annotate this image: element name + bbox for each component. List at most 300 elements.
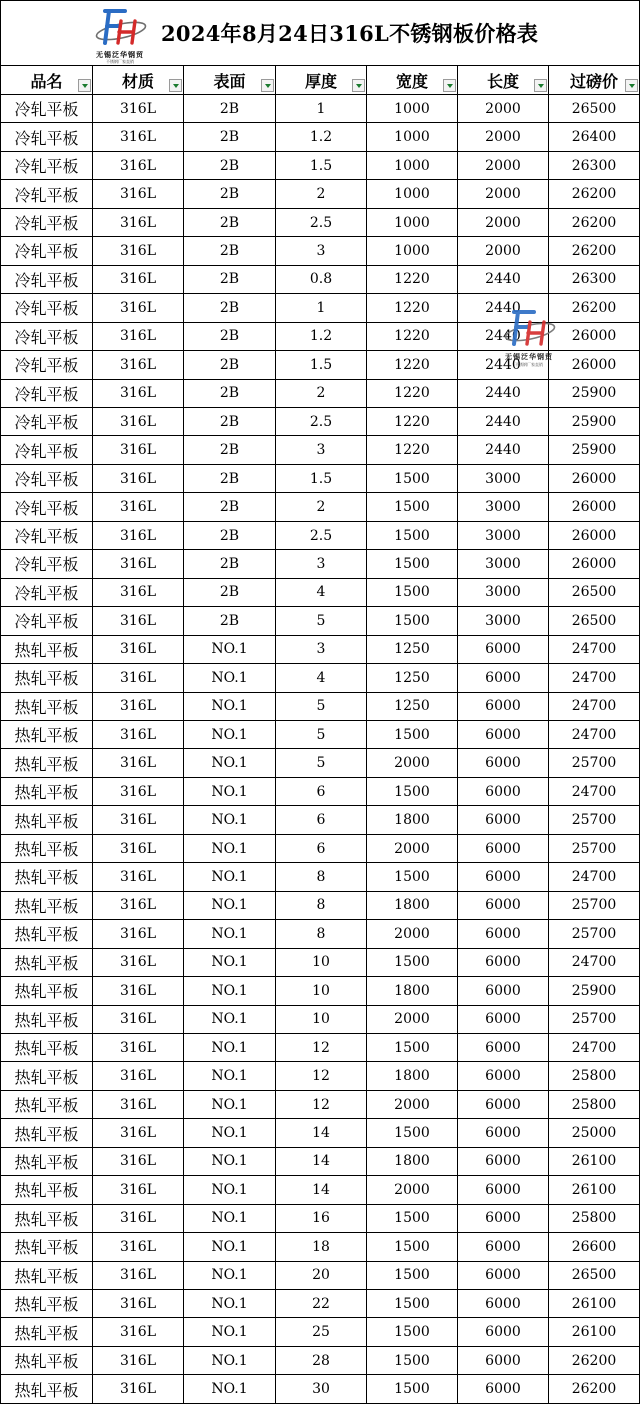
cell-width[interactable]: 1800 bbox=[367, 1062, 458, 1090]
cell-material[interactable]: 316L bbox=[93, 550, 184, 578]
cell-surface[interactable]: NO.1 bbox=[184, 692, 276, 720]
cell-name[interactable]: 冷轧平板 bbox=[1, 521, 93, 549]
cell-material[interactable]: 316L bbox=[93, 123, 184, 151]
cell-price[interactable]: 26100 bbox=[549, 1176, 640, 1204]
cell-length[interactable]: 6000 bbox=[458, 948, 549, 976]
cell-price[interactable]: 24700 bbox=[549, 1033, 640, 1061]
cell-thickness[interactable]: 18 bbox=[276, 1233, 367, 1261]
cell-name[interactable]: 热轧平板 bbox=[1, 891, 93, 919]
cell-surface[interactable]: NO.1 bbox=[184, 1147, 276, 1175]
cell-name[interactable]: 冷轧平板 bbox=[1, 607, 93, 635]
cell-surface[interactable]: 2B bbox=[184, 407, 276, 435]
cell-name[interactable]: 热轧平板 bbox=[1, 1290, 93, 1318]
cell-material[interactable]: 316L bbox=[93, 1233, 184, 1261]
cell-surface[interactable]: NO.1 bbox=[184, 863, 276, 891]
cell-thickness[interactable]: 14 bbox=[276, 1147, 367, 1175]
cell-name[interactable]: 热轧平板 bbox=[1, 1062, 93, 1090]
cell-name[interactable]: 冷轧平板 bbox=[1, 123, 93, 151]
filter-dropdown-icon[interactable] bbox=[169, 79, 182, 92]
cell-length[interactable]: 2440 bbox=[458, 265, 549, 293]
cell-name[interactable]: 热轧平板 bbox=[1, 1119, 93, 1147]
cell-surface[interactable]: 2B bbox=[184, 493, 276, 521]
cell-name[interactable]: 热轧平板 bbox=[1, 1176, 93, 1204]
cell-surface[interactable]: NO.1 bbox=[184, 1033, 276, 1061]
cell-name[interactable]: 冷轧平板 bbox=[1, 265, 93, 293]
cell-name[interactable]: 热轧平板 bbox=[1, 1005, 93, 1033]
cell-surface[interactable]: NO.1 bbox=[184, 1290, 276, 1318]
cell-length[interactable]: 6000 bbox=[458, 1375, 549, 1403]
cell-length[interactable]: 6000 bbox=[458, 1005, 549, 1033]
cell-material[interactable]: 316L bbox=[93, 834, 184, 862]
cell-width[interactable]: 2000 bbox=[367, 749, 458, 777]
cell-name[interactable]: 热轧平板 bbox=[1, 1346, 93, 1374]
cell-width[interactable]: 1220 bbox=[367, 379, 458, 407]
cell-price[interactable]: 26500 bbox=[549, 95, 640, 123]
cell-surface[interactable]: NO.1 bbox=[184, 777, 276, 805]
cell-name[interactable]: 热轧平板 bbox=[1, 777, 93, 805]
cell-surface[interactable]: NO.1 bbox=[184, 1233, 276, 1261]
cell-thickness[interactable]: 3 bbox=[276, 436, 367, 464]
cell-thickness[interactable]: 8 bbox=[276, 920, 367, 948]
cell-name[interactable]: 热轧平板 bbox=[1, 1147, 93, 1175]
cell-name[interactable]: 热轧平板 bbox=[1, 1033, 93, 1061]
cell-surface[interactable]: NO.1 bbox=[184, 1090, 276, 1118]
cell-material[interactable]: 316L bbox=[93, 1147, 184, 1175]
cell-thickness[interactable]: 3 bbox=[276, 635, 367, 663]
cell-width[interactable]: 1500 bbox=[367, 521, 458, 549]
cell-thickness[interactable]: 1.5 bbox=[276, 151, 367, 179]
cell-width[interactable]: 1500 bbox=[367, 1318, 458, 1346]
cell-thickness[interactable]: 10 bbox=[276, 977, 367, 1005]
cell-material[interactable]: 316L bbox=[93, 1290, 184, 1318]
cell-length[interactable]: 6000 bbox=[458, 977, 549, 1005]
cell-price[interactable]: 25700 bbox=[549, 806, 640, 834]
cell-length[interactable]: 2440 bbox=[458, 294, 549, 322]
cell-surface[interactable]: NO.1 bbox=[184, 1346, 276, 1374]
cell-material[interactable]: 316L bbox=[93, 720, 184, 748]
cell-name[interactable]: 冷轧平板 bbox=[1, 237, 93, 265]
cell-price[interactable]: 26000 bbox=[549, 322, 640, 350]
cell-width[interactable]: 1500 bbox=[367, 863, 458, 891]
cell-width[interactable]: 1800 bbox=[367, 1147, 458, 1175]
cell-name[interactable]: 热轧平板 bbox=[1, 1204, 93, 1232]
cell-length[interactable]: 3000 bbox=[458, 464, 549, 492]
cell-thickness[interactable]: 16 bbox=[276, 1204, 367, 1232]
cell-length[interactable]: 6000 bbox=[458, 777, 549, 805]
cell-thickness[interactable]: 5 bbox=[276, 607, 367, 635]
cell-price[interactable]: 24700 bbox=[549, 948, 640, 976]
cell-price[interactable]: 25800 bbox=[549, 1062, 640, 1090]
cell-width[interactable]: 1500 bbox=[367, 464, 458, 492]
cell-name[interactable]: 热轧平板 bbox=[1, 1090, 93, 1118]
cell-width[interactable]: 1220 bbox=[367, 265, 458, 293]
cell-price[interactable]: 25900 bbox=[549, 977, 640, 1005]
cell-length[interactable]: 3000 bbox=[458, 578, 549, 606]
cell-name[interactable]: 热轧平板 bbox=[1, 977, 93, 1005]
cell-name[interactable]: 冷轧平板 bbox=[1, 493, 93, 521]
cell-material[interactable]: 316L bbox=[93, 977, 184, 1005]
cell-material[interactable]: 316L bbox=[93, 1204, 184, 1232]
cell-material[interactable]: 316L bbox=[93, 749, 184, 777]
cell-thickness[interactable]: 3 bbox=[276, 550, 367, 578]
cell-material[interactable]: 316L bbox=[93, 1119, 184, 1147]
cell-surface[interactable]: 2B bbox=[184, 521, 276, 549]
cell-material[interactable]: 316L bbox=[93, 607, 184, 635]
cell-material[interactable]: 316L bbox=[93, 777, 184, 805]
cell-length[interactable]: 6000 bbox=[458, 1033, 549, 1061]
cell-length[interactable]: 6000 bbox=[458, 635, 549, 663]
cell-thickness[interactable]: 3 bbox=[276, 237, 367, 265]
cell-width[interactable]: 1220 bbox=[367, 351, 458, 379]
cell-thickness[interactable]: 0.8 bbox=[276, 265, 367, 293]
cell-name[interactable]: 热轧平板 bbox=[1, 749, 93, 777]
cell-surface[interactable]: 2B bbox=[184, 436, 276, 464]
cell-length[interactable]: 2000 bbox=[458, 180, 549, 208]
cell-thickness[interactable]: 1.2 bbox=[276, 123, 367, 151]
cell-price[interactable]: 24700 bbox=[549, 863, 640, 891]
cell-length[interactable]: 2000 bbox=[458, 95, 549, 123]
cell-price[interactable]: 25800 bbox=[549, 1090, 640, 1118]
cell-length[interactable]: 6000 bbox=[458, 1290, 549, 1318]
cell-surface[interactable]: NO.1 bbox=[184, 1318, 276, 1346]
cell-width[interactable]: 1220 bbox=[367, 436, 458, 464]
cell-thickness[interactable]: 1.5 bbox=[276, 464, 367, 492]
cell-width[interactable]: 2000 bbox=[367, 1176, 458, 1204]
cell-thickness[interactable]: 14 bbox=[276, 1176, 367, 1204]
cell-name[interactable]: 冷轧平板 bbox=[1, 208, 93, 236]
cell-material[interactable]: 316L bbox=[93, 493, 184, 521]
cell-width[interactable]: 1250 bbox=[367, 664, 458, 692]
cell-surface[interactable]: NO.1 bbox=[184, 1119, 276, 1147]
cell-price[interactable]: 26200 bbox=[549, 208, 640, 236]
cell-surface[interactable]: NO.1 bbox=[184, 635, 276, 663]
cell-surface[interactable]: NO.1 bbox=[184, 1176, 276, 1204]
cell-name[interactable]: 热轧平板 bbox=[1, 664, 93, 692]
cell-thickness[interactable]: 6 bbox=[276, 806, 367, 834]
cell-material[interactable]: 316L bbox=[93, 180, 184, 208]
cell-width[interactable]: 1800 bbox=[367, 977, 458, 1005]
cell-price[interactable]: 26100 bbox=[549, 1290, 640, 1318]
cell-surface[interactable]: NO.1 bbox=[184, 664, 276, 692]
cell-thickness[interactable]: 8 bbox=[276, 863, 367, 891]
cell-material[interactable]: 316L bbox=[93, 379, 184, 407]
cell-width[interactable]: 1500 bbox=[367, 1204, 458, 1232]
cell-width[interactable]: 1250 bbox=[367, 635, 458, 663]
cell-price[interactable]: 25700 bbox=[549, 891, 640, 919]
cell-price[interactable]: 26000 bbox=[549, 464, 640, 492]
cell-surface[interactable]: 2B bbox=[184, 123, 276, 151]
cell-surface[interactable]: NO.1 bbox=[184, 749, 276, 777]
cell-surface[interactable]: 2B bbox=[184, 464, 276, 492]
cell-thickness[interactable]: 25 bbox=[276, 1318, 367, 1346]
cell-width[interactable]: 1000 bbox=[367, 180, 458, 208]
cell-price[interactable]: 26000 bbox=[549, 493, 640, 521]
cell-price[interactable]: 25000 bbox=[549, 1119, 640, 1147]
cell-price[interactable]: 26500 bbox=[549, 578, 640, 606]
cell-name[interactable]: 冷轧平板 bbox=[1, 407, 93, 435]
cell-price[interactable]: 26000 bbox=[549, 521, 640, 549]
cell-length[interactable]: 6000 bbox=[458, 1346, 549, 1374]
cell-surface[interactable]: 2B bbox=[184, 294, 276, 322]
cell-name[interactable]: 热轧平板 bbox=[1, 863, 93, 891]
cell-width[interactable]: 1500 bbox=[367, 1119, 458, 1147]
cell-material[interactable]: 316L bbox=[93, 1346, 184, 1374]
cell-price[interactable]: 26200 bbox=[549, 180, 640, 208]
cell-width[interactable]: 1800 bbox=[367, 891, 458, 919]
cell-price[interactable]: 24700 bbox=[549, 720, 640, 748]
cell-material[interactable]: 316L bbox=[93, 578, 184, 606]
cell-price[interactable]: 24700 bbox=[549, 692, 640, 720]
cell-surface[interactable]: 2B bbox=[184, 208, 276, 236]
cell-material[interactable]: 316L bbox=[93, 237, 184, 265]
cell-length[interactable]: 3000 bbox=[458, 521, 549, 549]
cell-surface[interactable]: 2B bbox=[184, 550, 276, 578]
cell-material[interactable]: 316L bbox=[93, 1375, 184, 1403]
cell-width[interactable]: 2000 bbox=[367, 1005, 458, 1033]
cell-material[interactable]: 316L bbox=[93, 891, 184, 919]
cell-length[interactable]: 6000 bbox=[458, 749, 549, 777]
cell-material[interactable]: 316L bbox=[93, 208, 184, 236]
cell-surface[interactable]: 2B bbox=[184, 578, 276, 606]
cell-price[interactable]: 26100 bbox=[549, 1318, 640, 1346]
cell-length[interactable]: 6000 bbox=[458, 1261, 549, 1289]
cell-thickness[interactable]: 20 bbox=[276, 1261, 367, 1289]
cell-thickness[interactable]: 10 bbox=[276, 1005, 367, 1033]
cell-width[interactable]: 2000 bbox=[367, 834, 458, 862]
cell-thickness[interactable]: 22 bbox=[276, 1290, 367, 1318]
cell-thickness[interactable]: 8 bbox=[276, 891, 367, 919]
cell-price[interactable]: 26500 bbox=[549, 607, 640, 635]
cell-surface[interactable]: NO.1 bbox=[184, 1261, 276, 1289]
cell-name[interactable]: 冷轧平板 bbox=[1, 294, 93, 322]
cell-price[interactable]: 26400 bbox=[549, 123, 640, 151]
cell-name[interactable]: 热轧平板 bbox=[1, 692, 93, 720]
cell-width[interactable]: 1000 bbox=[367, 95, 458, 123]
cell-name[interactable]: 冷轧平板 bbox=[1, 379, 93, 407]
cell-length[interactable]: 6000 bbox=[458, 664, 549, 692]
cell-surface[interactable]: NO.1 bbox=[184, 977, 276, 1005]
cell-material[interactable]: 316L bbox=[93, 294, 184, 322]
cell-width[interactable]: 1000 bbox=[367, 237, 458, 265]
cell-name[interactable]: 冷轧平板 bbox=[1, 322, 93, 350]
cell-length[interactable]: 6000 bbox=[458, 1204, 549, 1232]
cell-price[interactable]: 26200 bbox=[549, 237, 640, 265]
cell-surface[interactable]: 2B bbox=[184, 95, 276, 123]
cell-surface[interactable]: NO.1 bbox=[184, 1005, 276, 1033]
filter-dropdown-icon[interactable] bbox=[261, 79, 274, 92]
cell-length[interactable]: 6000 bbox=[458, 720, 549, 748]
cell-thickness[interactable]: 14 bbox=[276, 1119, 367, 1147]
cell-name[interactable]: 冷轧平板 bbox=[1, 95, 93, 123]
cell-material[interactable]: 316L bbox=[93, 1062, 184, 1090]
cell-length[interactable]: 6000 bbox=[458, 1119, 549, 1147]
cell-length[interactable]: 6000 bbox=[458, 1318, 549, 1346]
cell-name[interactable]: 热轧平板 bbox=[1, 834, 93, 862]
cell-price[interactable]: 25700 bbox=[549, 920, 640, 948]
cell-name[interactable]: 热轧平板 bbox=[1, 1233, 93, 1261]
cell-thickness[interactable]: 12 bbox=[276, 1062, 367, 1090]
cell-name[interactable]: 冷轧平板 bbox=[1, 351, 93, 379]
cell-width[interactable]: 1500 bbox=[367, 578, 458, 606]
cell-surface[interactable]: 2B bbox=[184, 180, 276, 208]
cell-width[interactable]: 1220 bbox=[367, 294, 458, 322]
cell-surface[interactable]: 2B bbox=[184, 237, 276, 265]
cell-name[interactable]: 热轧平板 bbox=[1, 806, 93, 834]
cell-material[interactable]: 316L bbox=[93, 664, 184, 692]
cell-width[interactable]: 1500 bbox=[367, 1033, 458, 1061]
cell-length[interactable]: 3000 bbox=[458, 493, 549, 521]
cell-thickness[interactable]: 28 bbox=[276, 1346, 367, 1374]
cell-width[interactable]: 1500 bbox=[367, 550, 458, 578]
cell-width[interactable]: 1250 bbox=[367, 692, 458, 720]
cell-name[interactable]: 热轧平板 bbox=[1, 948, 93, 976]
cell-price[interactable]: 26500 bbox=[549, 1261, 640, 1289]
filter-dropdown-icon[interactable] bbox=[443, 79, 456, 92]
cell-width[interactable]: 1500 bbox=[367, 1346, 458, 1374]
cell-material[interactable]: 316L bbox=[93, 1261, 184, 1289]
cell-material[interactable]: 316L bbox=[93, 436, 184, 464]
cell-material[interactable]: 316L bbox=[93, 1176, 184, 1204]
cell-length[interactable]: 6000 bbox=[458, 692, 549, 720]
cell-width[interactable]: 1220 bbox=[367, 407, 458, 435]
cell-width[interactable]: 1800 bbox=[367, 806, 458, 834]
cell-length[interactable]: 6000 bbox=[458, 891, 549, 919]
cell-thickness[interactable]: 2.5 bbox=[276, 521, 367, 549]
cell-length[interactable]: 2440 bbox=[458, 351, 549, 379]
cell-thickness[interactable]: 10 bbox=[276, 948, 367, 976]
cell-name[interactable]: 热轧平板 bbox=[1, 720, 93, 748]
cell-thickness[interactable]: 6 bbox=[276, 834, 367, 862]
cell-length[interactable]: 6000 bbox=[458, 806, 549, 834]
cell-price[interactable]: 25900 bbox=[549, 436, 640, 464]
cell-length[interactable]: 2000 bbox=[458, 123, 549, 151]
cell-width[interactable]: 1220 bbox=[367, 322, 458, 350]
cell-thickness[interactable]: 2 bbox=[276, 493, 367, 521]
cell-length[interactable]: 3000 bbox=[458, 607, 549, 635]
cell-length[interactable]: 2000 bbox=[458, 208, 549, 236]
cell-thickness[interactable]: 12 bbox=[276, 1090, 367, 1118]
cell-width[interactable]: 1500 bbox=[367, 720, 458, 748]
cell-length[interactable]: 2440 bbox=[458, 322, 549, 350]
cell-surface[interactable]: NO.1 bbox=[184, 1062, 276, 1090]
cell-material[interactable]: 316L bbox=[93, 1033, 184, 1061]
filter-dropdown-icon[interactable] bbox=[534, 79, 547, 92]
cell-material[interactable]: 316L bbox=[93, 1005, 184, 1033]
cell-price[interactable]: 26100 bbox=[549, 1147, 640, 1175]
cell-price[interactable]: 26200 bbox=[549, 1375, 640, 1403]
cell-material[interactable]: 316L bbox=[93, 265, 184, 293]
cell-thickness[interactable]: 1 bbox=[276, 95, 367, 123]
cell-thickness[interactable]: 1.5 bbox=[276, 351, 367, 379]
cell-surface[interactable]: NO.1 bbox=[184, 1204, 276, 1232]
cell-surface[interactable]: 2B bbox=[184, 607, 276, 635]
cell-thickness[interactable]: 2 bbox=[276, 379, 367, 407]
cell-name[interactable]: 热轧平板 bbox=[1, 1261, 93, 1289]
cell-material[interactable]: 316L bbox=[93, 521, 184, 549]
cell-length[interactable]: 6000 bbox=[458, 920, 549, 948]
cell-name[interactable]: 热轧平板 bbox=[1, 1375, 93, 1403]
cell-width[interactable]: 1500 bbox=[367, 1233, 458, 1261]
cell-name[interactable]: 冷轧平板 bbox=[1, 151, 93, 179]
cell-surface[interactable]: 2B bbox=[184, 322, 276, 350]
filter-dropdown-icon[interactable] bbox=[78, 79, 91, 92]
cell-name[interactable]: 冷轧平板 bbox=[1, 578, 93, 606]
cell-name[interactable]: 热轧平板 bbox=[1, 920, 93, 948]
cell-price[interactable]: 26000 bbox=[549, 351, 640, 379]
cell-name[interactable]: 冷轧平板 bbox=[1, 464, 93, 492]
cell-length[interactable]: 6000 bbox=[458, 1062, 549, 1090]
cell-width[interactable]: 1000 bbox=[367, 151, 458, 179]
cell-width[interactable]: 1000 bbox=[367, 123, 458, 151]
cell-price[interactable]: 25700 bbox=[549, 834, 640, 862]
cell-width[interactable]: 1500 bbox=[367, 777, 458, 805]
cell-material[interactable]: 316L bbox=[93, 351, 184, 379]
filter-dropdown-icon[interactable] bbox=[352, 79, 365, 92]
cell-length[interactable]: 2440 bbox=[458, 379, 549, 407]
cell-surface[interactable]: NO.1 bbox=[184, 1375, 276, 1403]
cell-length[interactable]: 6000 bbox=[458, 1147, 549, 1175]
cell-thickness[interactable]: 5 bbox=[276, 720, 367, 748]
cell-price[interactable]: 24700 bbox=[549, 664, 640, 692]
cell-material[interactable]: 316L bbox=[93, 692, 184, 720]
cell-name[interactable]: 冷轧平板 bbox=[1, 180, 93, 208]
cell-price[interactable]: 26600 bbox=[549, 1233, 640, 1261]
cell-thickness[interactable]: 4 bbox=[276, 578, 367, 606]
cell-material[interactable]: 316L bbox=[93, 322, 184, 350]
cell-thickness[interactable]: 4 bbox=[276, 664, 367, 692]
cell-length[interactable]: 2440 bbox=[458, 407, 549, 435]
cell-surface[interactable]: 2B bbox=[184, 379, 276, 407]
cell-thickness[interactable]: 2.5 bbox=[276, 407, 367, 435]
cell-price[interactable]: 25900 bbox=[549, 379, 640, 407]
cell-surface[interactable]: NO.1 bbox=[184, 834, 276, 862]
cell-thickness[interactable]: 2 bbox=[276, 180, 367, 208]
cell-thickness[interactable]: 5 bbox=[276, 692, 367, 720]
cell-material[interactable]: 316L bbox=[93, 948, 184, 976]
cell-name[interactable]: 热轧平板 bbox=[1, 1318, 93, 1346]
cell-length[interactable]: 6000 bbox=[458, 834, 549, 862]
cell-price[interactable]: 26000 bbox=[549, 550, 640, 578]
cell-width[interactable]: 1500 bbox=[367, 607, 458, 635]
cell-width[interactable]: 1500 bbox=[367, 1261, 458, 1289]
cell-price[interactable]: 25800 bbox=[549, 1204, 640, 1232]
cell-thickness[interactable]: 1.2 bbox=[276, 322, 367, 350]
cell-material[interactable]: 316L bbox=[93, 95, 184, 123]
cell-width[interactable]: 1500 bbox=[367, 1375, 458, 1403]
cell-length[interactable]: 3000 bbox=[458, 550, 549, 578]
cell-length[interactable]: 6000 bbox=[458, 1176, 549, 1204]
cell-thickness[interactable]: 6 bbox=[276, 777, 367, 805]
cell-width[interactable]: 1500 bbox=[367, 948, 458, 976]
cell-length[interactable]: 6000 bbox=[458, 863, 549, 891]
cell-surface[interactable]: NO.1 bbox=[184, 920, 276, 948]
cell-width[interactable]: 1500 bbox=[367, 493, 458, 521]
cell-thickness[interactable]: 30 bbox=[276, 1375, 367, 1403]
cell-material[interactable]: 316L bbox=[93, 863, 184, 891]
cell-width[interactable]: 2000 bbox=[367, 920, 458, 948]
cell-length[interactable]: 2440 bbox=[458, 436, 549, 464]
cell-thickness[interactable]: 1 bbox=[276, 294, 367, 322]
cell-surface[interactable]: 2B bbox=[184, 351, 276, 379]
cell-material[interactable]: 316L bbox=[93, 1318, 184, 1346]
cell-name[interactable]: 热轧平板 bbox=[1, 635, 93, 663]
cell-price[interactable]: 24700 bbox=[549, 635, 640, 663]
cell-surface[interactable]: 2B bbox=[184, 151, 276, 179]
cell-surface[interactable]: NO.1 bbox=[184, 806, 276, 834]
cell-material[interactable]: 316L bbox=[93, 464, 184, 492]
cell-name[interactable]: 冷轧平板 bbox=[1, 550, 93, 578]
cell-length[interactable]: 2000 bbox=[458, 151, 549, 179]
